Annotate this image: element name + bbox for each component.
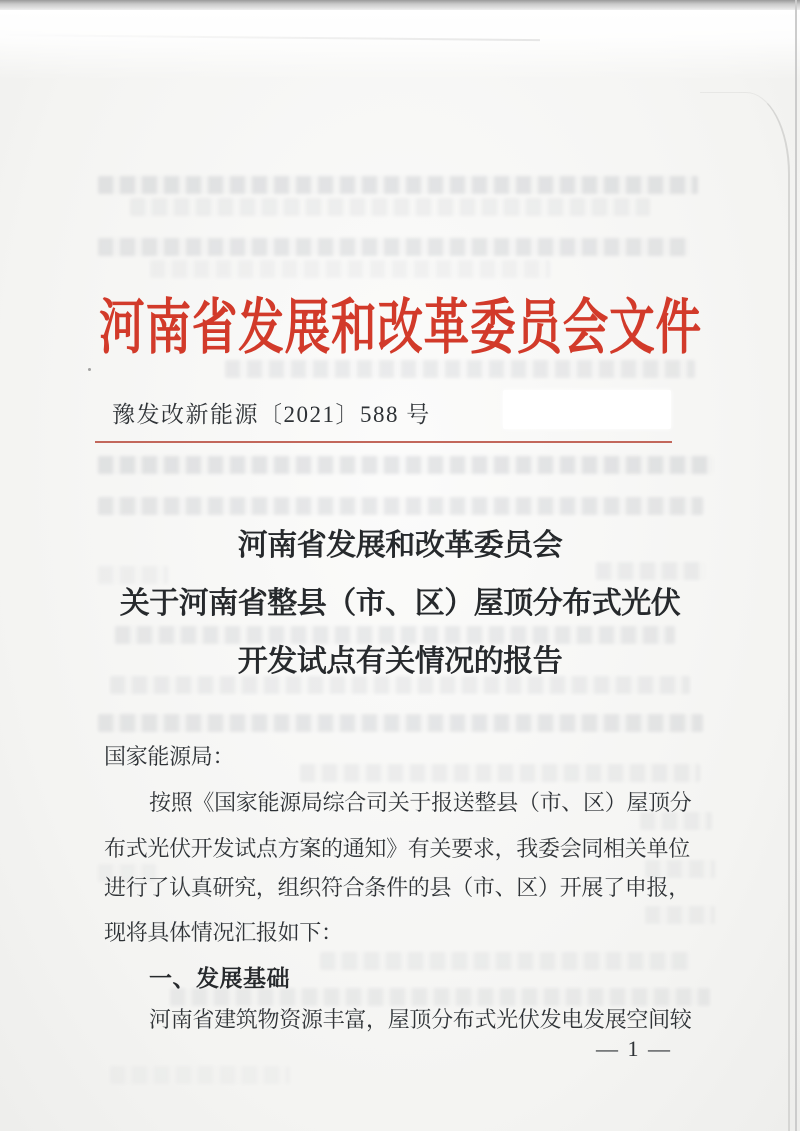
bleed-through-row [130, 198, 650, 216]
page-curl-edge [700, 92, 790, 1131]
bleed-through-row [98, 176, 698, 194]
bleed-through-row [110, 1066, 290, 1084]
bleed-through-row [320, 952, 690, 970]
section-heading: 一、发展基础 [149, 965, 290, 991]
page-outer-edge [795, 0, 797, 1131]
salutation: 国家能源局： [104, 744, 235, 769]
bleed-through-row [98, 238, 688, 256]
bleed-through-row [300, 764, 700, 782]
letterhead-rule [95, 441, 672, 443]
bleed-through-row [98, 456, 713, 474]
body-line: 进行了认真研究，组织符合条件的县（市、区）开展了申报， [104, 875, 690, 900]
document-title-line-3: 开发试点有关情况的报告 [237, 645, 563, 678]
bleed-through-row [98, 497, 703, 515]
body-line: 现将具体情况汇报如下： [104, 920, 343, 945]
bleed-through-row [150, 260, 550, 278]
document-title [0, 517, 800, 691]
paper-top-highlight [0, 10, 800, 80]
document-title-line-2: 关于河南省整县（市、区）屋顶分布式光伏 [119, 587, 681, 620]
letterhead-banner [0, 280, 800, 366]
body-line: 按照《国家能源局综合司关于报送整县（市、区）屋顶分 [149, 790, 692, 815]
scanner-edge-strip [0, 0, 800, 10]
document-title-line-1: 河南省发展和改革委员会 [237, 529, 563, 562]
scan-speck [88, 368, 91, 371]
body-line: 布式光伏开发试点方案的通知》有关要求，我委会同相关单位 [104, 836, 690, 861]
page-number: — 1 — [596, 1036, 672, 1061]
document-number: 豫发改新能源〔2021〕588 号 [112, 402, 431, 427]
redaction-box [503, 390, 671, 429]
bleed-through-row [98, 714, 703, 732]
letterhead-text: 河南省发展和改革委员会文件 [98, 295, 702, 361]
body-line: 河南省建筑物资源丰富，屋顶分布式光伏发电发展空间较 [149, 1007, 692, 1032]
